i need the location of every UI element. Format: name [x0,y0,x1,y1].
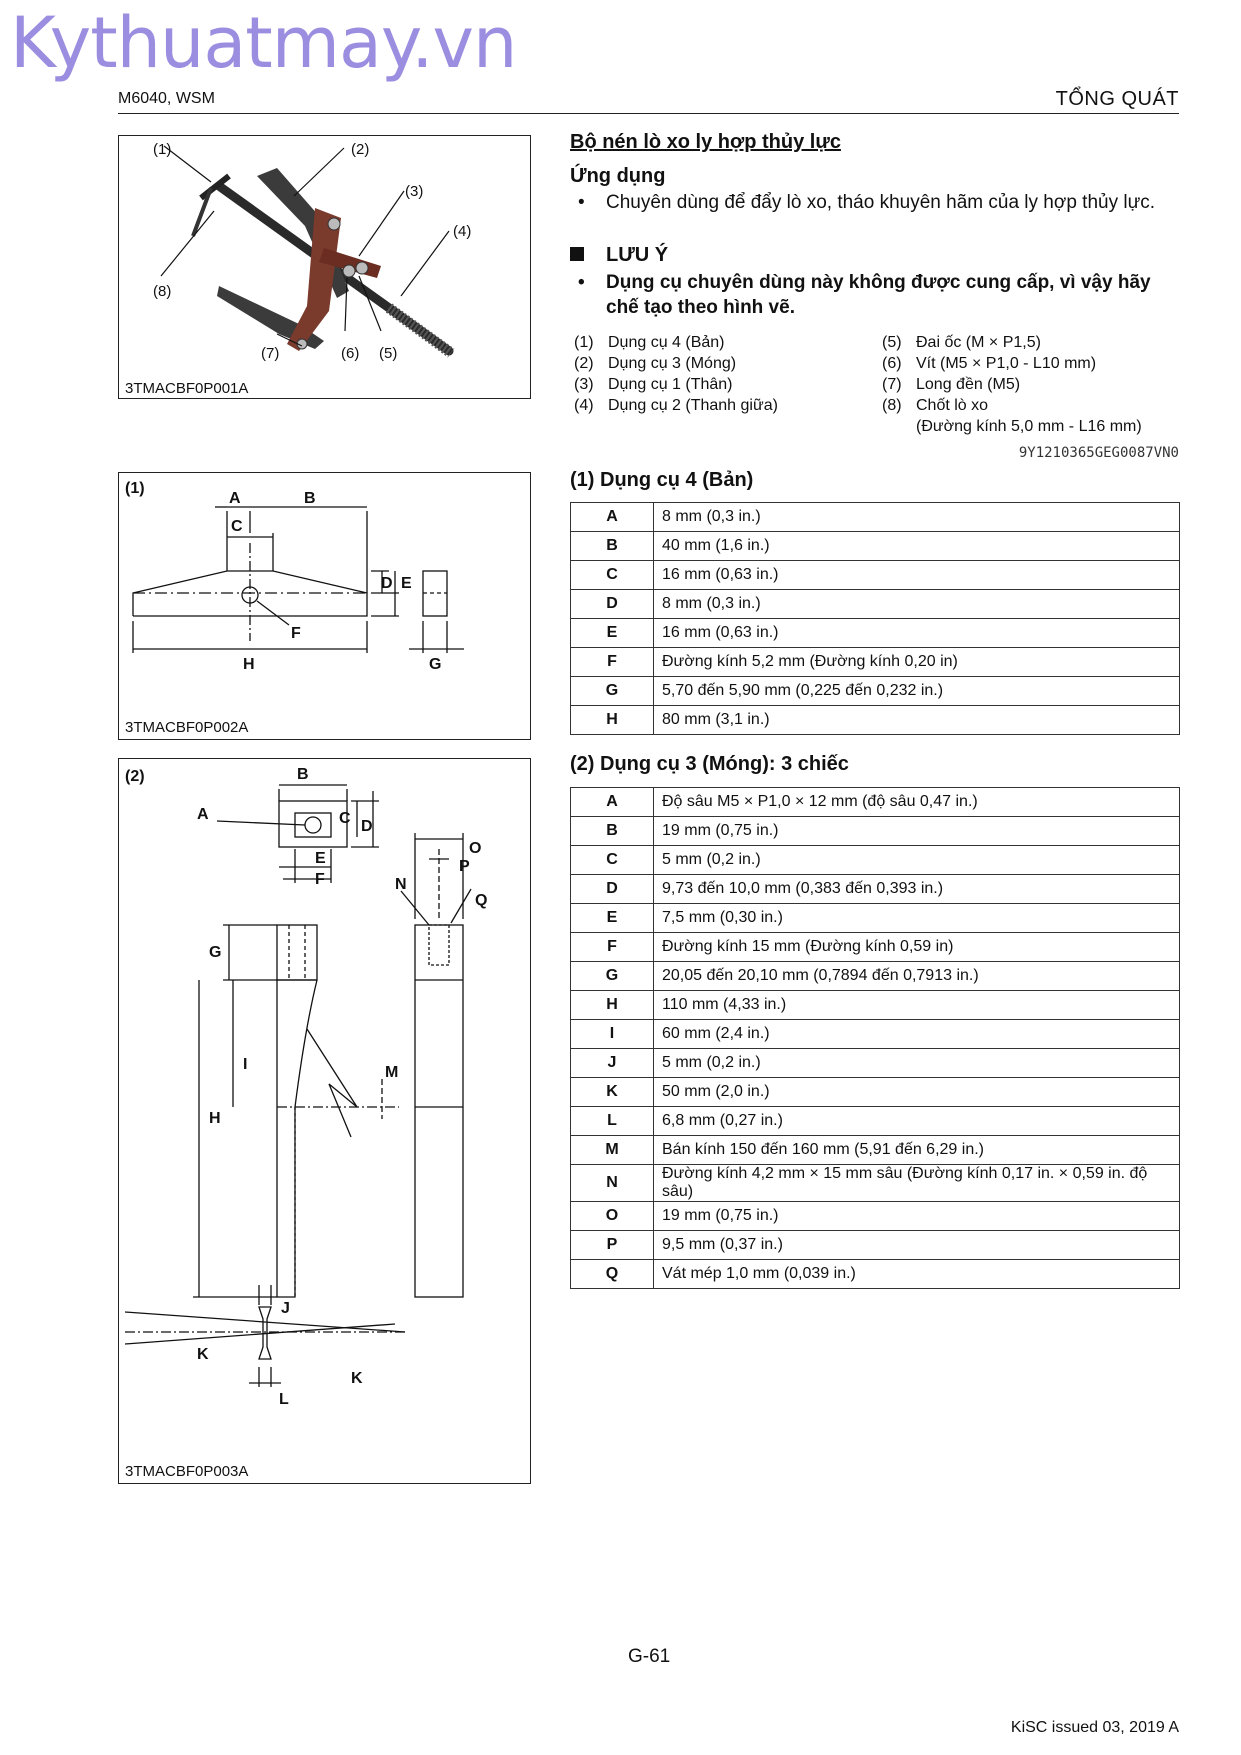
legend-text: Chốt lò xo [916,397,989,414]
dimension-value: Độ sâu M5 × P1,0 × 12 mm (độ sâu 0,47 in.) [654,788,1180,817]
dim-label-b: B [297,766,309,783]
figure-tool-photo [118,135,531,399]
dim-label-a: A [229,490,241,507]
fig2-tag: (1) [125,480,145,497]
table-tool4-dimensions [570,502,1180,735]
dim-label-k: K [197,1346,209,1363]
dimension-value: 60 mm (2,4 in.) [654,1020,1180,1049]
page-number: G-61 [628,1646,671,1667]
legend-num: (1) [574,334,594,351]
table-row [571,846,1180,875]
dimension-key: L [571,1107,654,1136]
dim-label-p: P [459,858,470,875]
dimension-key: A [571,788,654,817]
dimension-value: Đường kính 5,2 mm (Đường kính 0,20 in) [654,648,1180,677]
table-row [571,561,1180,590]
dim-label-h: H [243,656,255,673]
dim-label-c: C [231,518,243,535]
table-row [571,590,1180,619]
issue-info: KiSC issued 03, 2019 A [1010,1719,1179,1736]
watermark: Kythuatmay.vn [10,2,517,84]
table-row [571,1260,1180,1289]
dim-label-j: J [281,1300,290,1317]
dimension-value: 110 mm (4,33 in.) [654,991,1180,1020]
dim-label-g: G [209,944,222,961]
table-row [571,817,1180,846]
dimension-value: 50 mm (2,0 in.) [654,1078,1180,1107]
usage-bullet-text: Chuyên dùng để đẩy lò xo, tháo khuyên hãm của ly hợp thủy lực. [606,192,1156,213]
table1-heading: (1) Dụng cụ 4 (Bản) [570,469,754,491]
legend-text: Long đền (M5) [916,376,1021,393]
dimension-value: 20,05 đến 20,10 mm (0,7894 đến 0,7913 in.) [654,962,1180,991]
legend-num: (7) [882,376,902,393]
dim-label-m: M [385,1064,399,1081]
dim-label-l: L [279,1391,289,1408]
table-row [571,1107,1180,1136]
legend-num: (6) [882,355,902,372]
dimension-value: 8 mm (0,3 in.) [654,590,1180,619]
table-row [571,532,1180,561]
table-row [571,1202,1180,1231]
dim-label-i: I [243,1056,248,1073]
legend-num: (5) [882,334,902,351]
dimension-value: 80 mm (3,1 in.) [654,706,1180,735]
table-row [571,904,1180,933]
table-row [571,619,1180,648]
dimension-value: 40 mm (1,6 in.) [654,532,1180,561]
legend-text: (Đường kính 5,0 mm - L16 mm) [916,418,1142,435]
table-row [571,875,1180,904]
dimension-value: Bán kính 150 đến 160 mm (5,91 đến 6,29 in.) [654,1136,1180,1165]
table-row [571,648,1180,677]
dim-label-n: N [395,876,407,893]
dim-label-d: D [361,818,373,835]
fig3-tag: (2) [125,768,145,785]
usage-heading: Ứng dụng [570,165,666,187]
dimension-value: Vát mép 1,0 mm (0,039 in.) [654,1260,1180,1289]
legend-text: Vít (M5 × P1,0 - L10 mm) [916,355,1097,372]
dim-label-o: O [469,840,482,857]
table-row [571,1020,1180,1049]
dimension-key: C [571,561,654,590]
legend-num: (2) [574,355,594,372]
dim-label-k2: K [351,1370,363,1387]
legend-text: Dụng cụ 1 (Thân) [608,376,733,393]
dimension-key: E [571,904,654,933]
legend-num: (4) [574,397,594,414]
header-manual-code: M6040, WSM [118,90,215,107]
dimension-key: C [571,846,654,875]
figure-code: 3TMACBF0P003A [125,1463,249,1480]
figure-tool4-drawing [118,472,531,740]
document-code: 9Y1210365GEG0087VN0 [1018,445,1179,461]
callout-4: (4) [453,223,472,240]
legend-text: Dụng cụ 2 (Thanh giữa) [608,397,778,414]
dimension-key: I [571,1020,654,1049]
dimension-value: Đường kính 4,2 mm × 15 mm sâu (Đường kính 0,17 in. × 0,59 in. độ sâu) [654,1165,1180,1202]
dimension-key: G [571,677,654,706]
dimension-key: J [571,1049,654,1078]
table-tool3-dimensions [570,787,1180,1289]
note-bullet-dot: • [578,272,585,293]
figure-code: 3TMACBF0P002A [125,719,249,736]
dim-label-d: D [381,575,393,592]
table-row [571,706,1180,735]
legend-text: Đai ốc (M × P1,5) [916,334,1041,351]
dimension-value: Đường kính 15 mm (Đường kính 0,59 in) [654,933,1180,962]
dimension-value: 16 mm (0,63 in.) [654,619,1180,648]
table-row [571,788,1180,817]
legend-num: (8) [882,397,902,414]
dimension-key: N [571,1165,654,1202]
dimension-value: 5,70 đến 5,90 mm (0,225 đến 0,232 in.) [654,677,1180,706]
dimension-key: E [571,619,654,648]
header-divider [118,113,1179,114]
table-row [571,1231,1180,1260]
table-row [571,1136,1180,1165]
dimension-key: D [571,590,654,619]
dimension-key: O [571,1202,654,1231]
dimension-value: 16 mm (0,63 in.) [654,561,1180,590]
dimension-key: M [571,1136,654,1165]
dimension-value: 9,5 mm (0,37 in.) [654,1231,1180,1260]
callout-5: (5) [379,345,398,362]
callout-3: (3) [405,183,424,200]
header-section-title: TỔNG QUÁT [1055,88,1179,110]
dim-label-g: G [429,656,442,673]
table-row [571,962,1180,991]
dimension-key: H [571,991,654,1020]
dimension-value: 5 mm (0,2 in.) [654,846,1180,875]
legend-text: Dụng cụ 4 (Bản) [608,334,725,351]
dimension-value: 5 mm (0,2 in.) [654,1049,1180,1078]
callout-2: (2) [351,141,370,158]
legend-left [574,332,778,416]
table-row [571,503,1180,532]
dimension-key: B [571,532,654,561]
legend-text: Dụng cụ 3 (Móng) [608,355,737,372]
dimension-key: F [571,648,654,677]
dimension-key: H [571,706,654,735]
legend-num: (3) [574,376,594,393]
callout-6: (6) [341,345,360,362]
dim-label-q: Q [475,892,488,909]
dimension-key: P [571,1231,654,1260]
figure-code: 3TMACBF0P001A [125,380,249,397]
dim-label-f: F [291,625,301,642]
note-bullet-text: Dụng cụ chuyên dùng này không được cung cấp, vì vậy hãy chế tạo theo hình vẽ. [606,272,1151,318]
dimension-key: B [571,817,654,846]
dimension-value: 19 mm (0,75 in.) [654,1202,1180,1231]
dimension-key: Q [571,1260,654,1289]
callout-7: (7) [261,345,280,362]
section-title: Bộ nén lò xo ly hợp thủy lực [570,131,841,153]
table-row [571,933,1180,962]
usage-bullet-dot: • [578,192,585,213]
tool3-technical-drawing [119,759,530,1483]
dimension-key: A [571,503,654,532]
dim-label-h: H [209,1110,221,1127]
dimension-value: 7,5 mm (0,30 in.) [654,904,1180,933]
dimension-key: D [571,875,654,904]
tool-photo-illustration [119,136,530,398]
table-row [571,677,1180,706]
dim-label-f: F [315,871,325,888]
dim-label-e: E [401,575,412,592]
dimension-value: 8 mm (0,3 in.) [654,503,1180,532]
dim-label-c: C [339,810,351,827]
table-row [571,1165,1180,1202]
dim-label-e: E [315,850,326,867]
note-heading: LƯU Ý [606,244,669,266]
dimension-key: K [571,1078,654,1107]
tool4-technical-drawing [119,473,530,739]
dimension-value: 9,73 đến 10,0 mm (0,383 đến 0,393 in.) [654,875,1180,904]
dimension-value: 6,8 mm (0,27 in.) [654,1107,1180,1136]
dimension-value: 19 mm (0,75 in.) [654,817,1180,846]
table-row [571,991,1180,1020]
dim-label-b: B [304,490,316,507]
dim-label-a: A [197,806,209,823]
table-row [571,1049,1180,1078]
dimension-key: G [571,962,654,991]
table-row [571,1078,1180,1107]
legend-right [882,332,1142,437]
figure-tool3-drawing [118,758,531,1484]
callout-8: (8) [153,283,172,300]
table2-heading: (2) Dụng cụ 3 (Móng): 3 chiếc [570,753,849,775]
note-square-icon [570,247,584,261]
callout-1: (1) [153,141,172,158]
dimension-key: F [571,933,654,962]
